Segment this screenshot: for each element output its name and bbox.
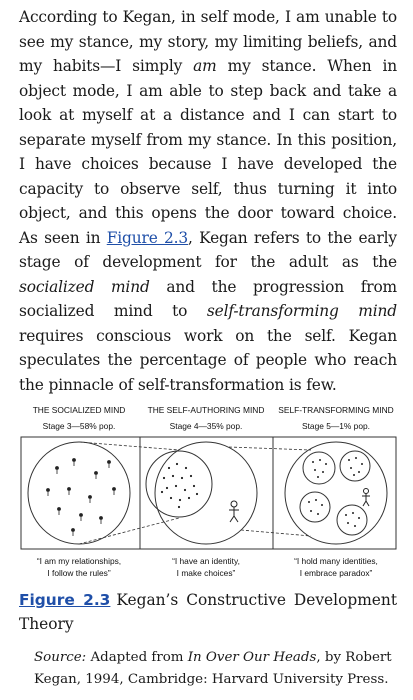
source-label: Source: <box>34 650 87 665</box>
body-text-span: requires conscious work on the self. Kegan speculates the percentage of people who reach the pinnacle of self-transformation is few. <box>19 326 397 394</box>
caption-figure-number[interactable]: Figure 2.3 <box>19 591 111 609</box>
panel-3-title: SELF-TRANSFORMING MIND <box>278 405 394 415</box>
person-icon <box>362 489 370 507</box>
dashed-connector <box>79 442 179 450</box>
group-dots <box>161 463 198 508</box>
panel-1-quote-line1: “I am my relationships, <box>36 556 122 566</box>
emphasis-self-transforming-mind: self-transforming mind <box>206 302 397 320</box>
self-authoring-circle <box>155 442 257 544</box>
body-text-span: , Kegan refers to the early stage of development for the adult as the <box>19 228 397 271</box>
scattered-people <box>47 459 116 537</box>
self-transforming-circle <box>285 442 387 544</box>
emphasis-am: am <box>193 57 217 75</box>
diagram-frame <box>21 437 396 549</box>
body-text-span: and the progression from socialized mind to <box>19 277 398 320</box>
identity-circles <box>300 451 370 535</box>
person-icon <box>229 501 239 522</box>
source-book-title: In Over Our Heads <box>187 650 317 665</box>
panel-2-title: THE SELF-AUTHORING MIND <box>147 405 265 415</box>
socialized-circle <box>28 442 130 544</box>
caption-text: Kegan’s Constructive Development Theory <box>19 591 397 633</box>
panel-2-quote-line2: I make choices” <box>176 568 236 578</box>
body-paragraph <box>19 5 397 397</box>
panel-3-stage: Stage 5—1% pop. <box>302 421 370 431</box>
figure-source <box>34 647 396 691</box>
body-text-span: According to Kegan, in self mode, I am unable to see my stance, my story, my limiting beliefs, and my habits—I simply <box>19 8 397 75</box>
panel-2-stage: Stage 4—35% pop. <box>169 421 243 431</box>
panel-1-stage: Stage 3—58% pop. <box>42 421 116 431</box>
kegan-figure <box>19 402 397 582</box>
source-post: , by Robert Kegan, 1994, Cambridge: Harvard University Press. <box>34 650 392 687</box>
panel-1-title: THE SOCIALIZED MIND <box>32 405 126 415</box>
dashed-connector <box>229 447 311 450</box>
panel-1-quote-line2: I follow the rules” <box>47 568 111 578</box>
emphasis-socialized-mind: socialized mind <box>19 277 150 296</box>
figure-caption <box>19 589 397 636</box>
dashed-connector <box>241 530 311 536</box>
body-text-span: my stance. When in object mode, I am able to step back and take a look at myself at a distance and I can start to separate myself from my stance. In this position, I have choices because I have developed the capacity to observe self, thus turning it into object, and this opens the door toward choice. As seen in <box>19 57 397 247</box>
panel-3-quote-line1: “I hold many identities, <box>294 556 378 566</box>
kegan-diagram <box>19 402 397 582</box>
source-pre: Adapted from <box>86 650 188 665</box>
figure-2-3-link[interactable]: Figure 2.3 <box>106 228 189 247</box>
panel-3-quote-line2: I embrace paradox” <box>299 568 373 578</box>
panel-2-quote-line1: “I have an identity, <box>172 556 240 566</box>
